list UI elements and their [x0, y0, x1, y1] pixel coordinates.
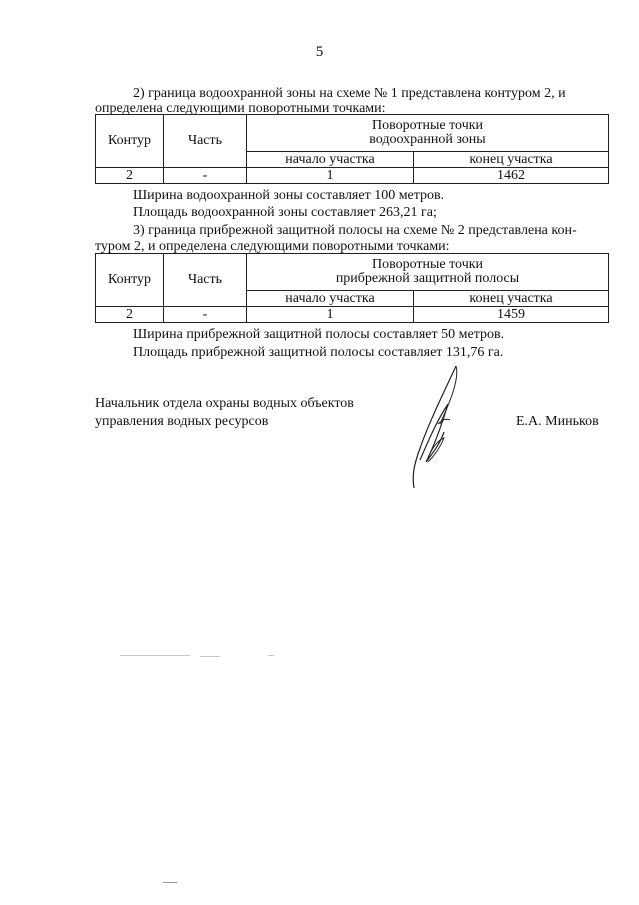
signatory-name: Е.А. Миньков	[516, 414, 599, 429]
strip-width-text: Ширина прибрежной защитной полосы составляет 50 метров.	[133, 327, 505, 342]
header-turning-points	[247, 115, 609, 152]
cell-contour: 2	[96, 168, 164, 184]
table-water-protection-zone	[95, 114, 609, 184]
signatory-position	[95, 395, 354, 431]
scan-artifact	[268, 655, 274, 656]
header-contour: Контур	[96, 115, 164, 168]
cell-section-end: 1459	[414, 307, 609, 323]
table-coastal-protection-strip	[95, 253, 609, 323]
header-section-end: конец участка	[414, 152, 609, 168]
header-turning-points-line-1: Поворотные точки	[371, 257, 484, 272]
signatory-position-line-1: Начальник отдела охраны водных объектов	[95, 396, 354, 411]
header-section-start: начало участка	[247, 291, 414, 307]
paragraph-2-line-1: 2) граница водоохранной зоны на схеме № 1 представлена контуром 2, и	[133, 86, 566, 101]
cell-section-start: 1	[247, 168, 414, 184]
signatory-position-line-2: управления водных ресурсов	[95, 414, 269, 429]
scan-artifact	[120, 655, 190, 656]
scan-artifact	[163, 882, 177, 883]
cell-contour: 2	[96, 307, 164, 323]
header-part: Часть	[164, 254, 247, 307]
cell-section-end: 1462	[414, 168, 609, 184]
paragraph-2-line-2: определена следующими поворотными точками:	[95, 101, 386, 116]
header-section-start: начало участка	[247, 152, 414, 168]
page-number: 5	[315, 44, 324, 60]
paragraph-3-line-2: туром 2, и определена следующими поворотными точками:	[95, 239, 450, 254]
zone-width-text: Ширина водоохранной зоны составляет 100 метров.	[133, 188, 445, 203]
table-row	[96, 307, 609, 323]
strip-area-text: Площадь прибрежной защитной полосы составляет 131,76 га.	[133, 345, 504, 360]
header-contour: Контур	[96, 254, 164, 307]
header-section-end: конец участка	[414, 291, 609, 307]
header-part: Часть	[164, 115, 247, 168]
cell-section-start: 1	[247, 307, 414, 323]
scan-artifact	[200, 656, 220, 657]
cell-part: -	[164, 168, 247, 184]
header-turning-points	[247, 254, 609, 291]
header-turning-points-line-2: прибрежной защитной полосы	[335, 271, 520, 286]
cell-part: -	[164, 307, 247, 323]
zone-area-text: Площадь водоохранной зоны составляет 263,21 га;	[133, 205, 437, 220]
paragraph-3-line-1: 3) граница прибрежной защитной полосы на схеме № 2 представлена кон-	[133, 223, 577, 238]
header-turning-points-line-1: Поворотные точки	[371, 118, 484, 133]
handwritten-signature	[398, 362, 468, 492]
table-row	[96, 168, 609, 184]
header-turning-points-line-2: водоохранной зоны	[369, 132, 486, 147]
